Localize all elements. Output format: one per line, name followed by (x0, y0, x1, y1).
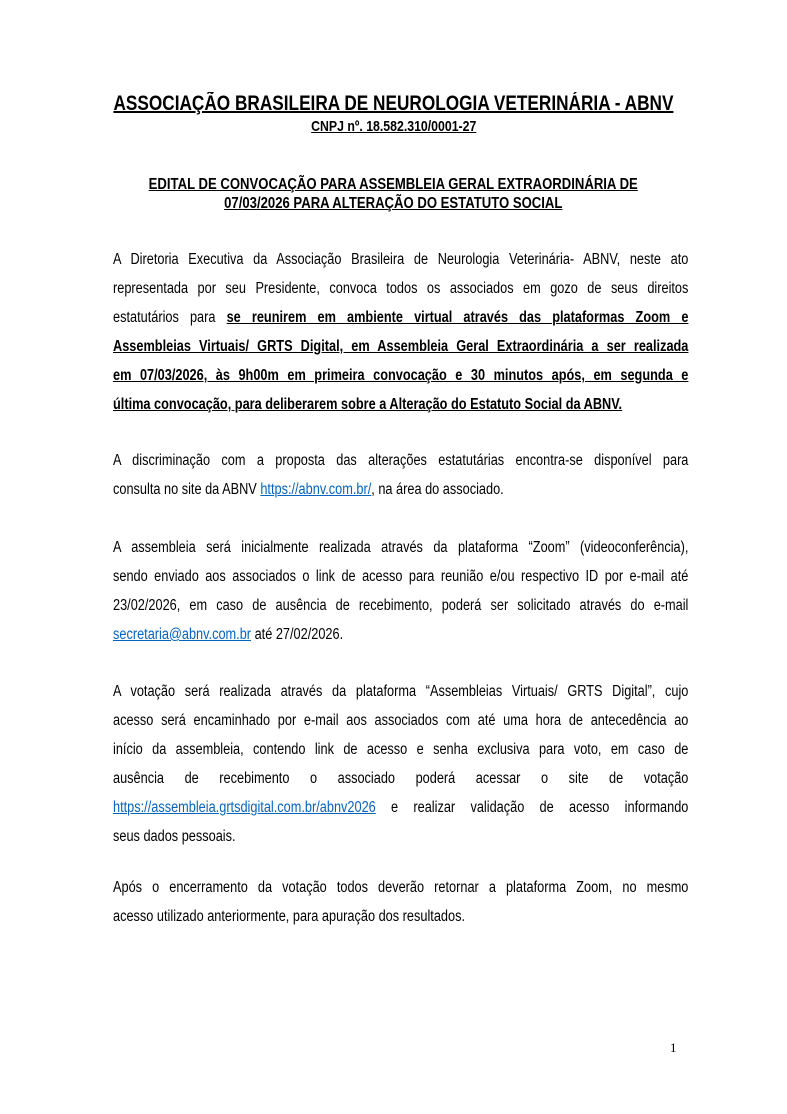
paragraph-zoom: A assembleia será inicialmente realizada através da plataforma “Zoom” (videoconferência), sendo enviado aos associados o link de acesso para reunião e/ou respectivo ID por e-mail até 23/02/2026, em caso de ausência de recebimento, poderá ser solicitado através do e-mail secretaria@abnv.com.br até 27/02/2026. (113, 539, 689, 643)
abnv-site-link[interactable]: https://abnv.com.br/ (260, 481, 372, 498)
voting-site-link[interactable]: https://assembleia.grtsdigital.com.br/abnv2026 (113, 799, 376, 816)
paragraph-voting: A votação será realizada através da plataforma “Assembleias Virtuais/ GRTS Digital”, cujo acesso será encaminhado por e-mail aos associados com até uma hora de antecedência ao início da assembleia, contendo link de acesso e senha exclusiva para voto, em caso de ausência de recebimento o associado poderá acessar o site de votação https://assembleia.grtsdigital.com.br/abnv2026 e realizar validação de acesso informando seus dados pessoais. (113, 683, 689, 845)
cnpj: CNPJ nº. 18.582.310/0001-27 (310, 118, 477, 135)
secretaria-email-link[interactable]: secretaria@abnv.com.br (113, 626, 252, 643)
org-title: ASSOCIAÇÃO BRASILEIRA DE NEUROLOGIA VETERINÁRIA - ABNV (113, 92, 674, 115)
paragraph-proposal: A discriminação com a proposta das alterações estatutárias encontra-se disponível para consulta no site da ABNV https://abnv.com.br/, na área do associado. (113, 452, 689, 498)
edital-heading-line-1: EDITAL DE CONVOCAÇÃO PARA ASSEMBLEIA GERAL EXTRAORDINÁRIA DE (148, 176, 639, 193)
page-number: 1 (670, 1040, 677, 1055)
paragraph-convocation: A Diretoria Executiva da Associação Brasileira de Neurologia Veterinária- ABNV, neste ato representada por seu Presidente, convoca todos os associados em gozo de seus direitos estatutários para se reunirem em ambiente virtual através das plataformas Zoom e Assembleias Virtuais/ GRTS Digital, em Assembleia Geral Extraordinária a ser realizada em 07/03/2026, às 9h00m em primeira convocação e 30 minutos após, em segunda e última convocação, para deliberarem sobre a Alteração do Estatuto Social da ABNV. (113, 251, 689, 413)
paragraph-closing: Após o encerramento da votação todos deverão retornar a plataforma Zoom, no mesmo acesso utilizado anteriormente, para apuração dos resultados. (113, 879, 689, 925)
edital-heading-line-2: 07/03/2026 PARA ALTERAÇÃO DO ESTATUTO SOCIAL (224, 195, 563, 212)
